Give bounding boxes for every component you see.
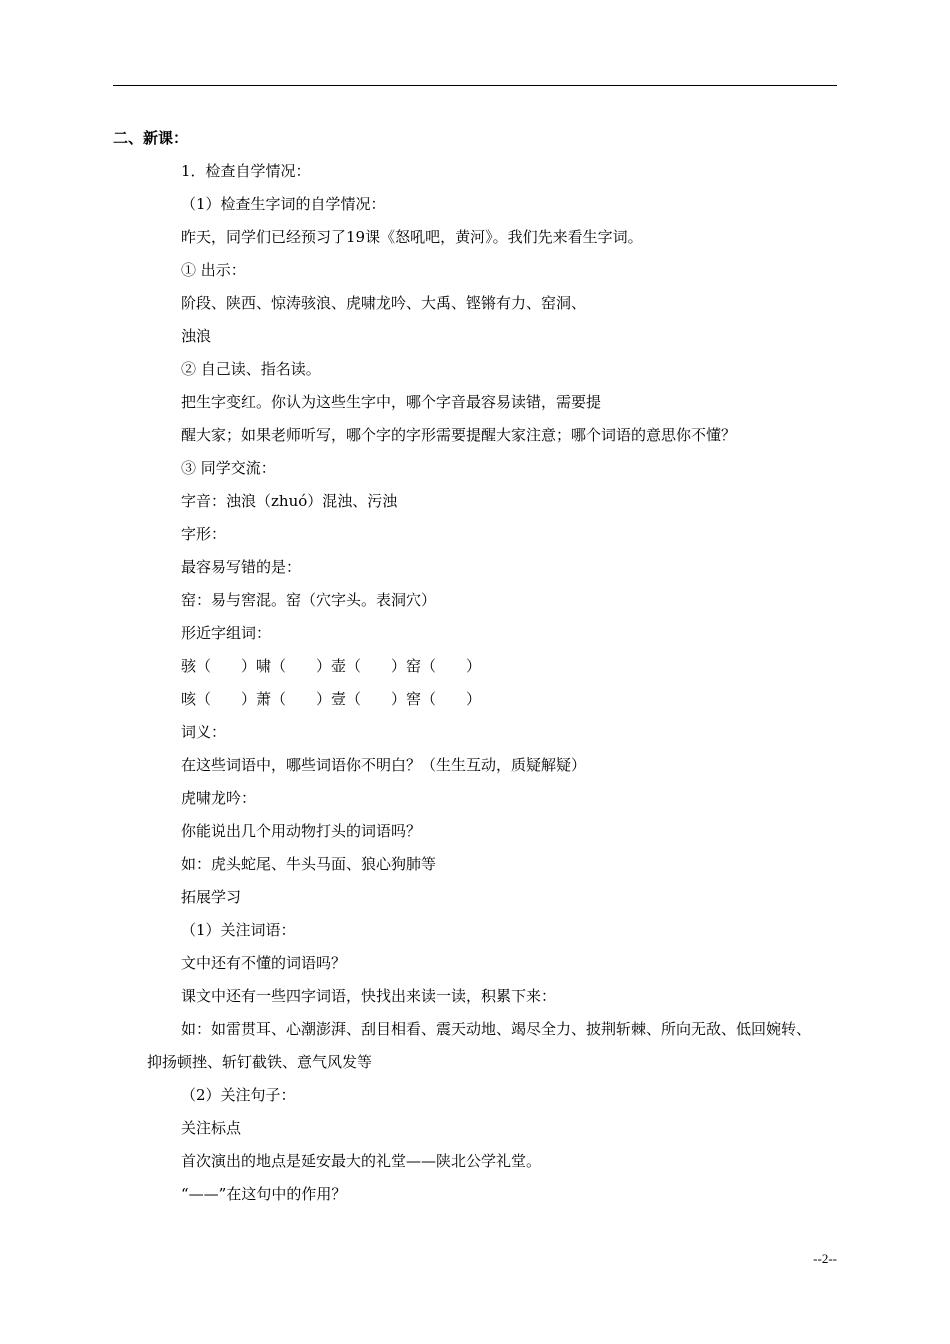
text-line: 在这些词语中，哪些词语你不明白？（生生互动，质疑解疑） <box>181 756 587 774</box>
text-line: （2）关注句子： <box>181 1086 296 1104</box>
text-line: 阶段、陕西、惊涛骇浪、虎啸龙吟、大禹、铿锵有力、窑洞、 <box>181 294 587 312</box>
text-line: 词义： <box>181 723 227 741</box>
text-line: ① 出示： <box>181 261 246 279</box>
text-line: 首次演出的地点是延安最大的礼堂——陕北公学礼堂。 <box>181 1152 542 1170</box>
text-line: ③ 同学交流： <box>181 459 276 477</box>
text-line: 虎啸龙吟： <box>181 789 257 807</box>
text-line: 如：如雷贯耳、心潮澎湃、刮目相看、震天动地、竭尽全力、披荆斩棘、所向无敌、低回婉转、 <box>181 1020 812 1038</box>
text-line: 字形： <box>181 525 227 543</box>
text-line: （1）关注词语： <box>181 921 296 939</box>
page-number: --2-- <box>813 1251 837 1266</box>
text-line: 把生字变红。你认为这些生字中，哪个字音最容易读错，需要提 <box>181 393 602 411</box>
text-line: 文中还有不懂的词语吗？ <box>181 954 347 972</box>
text-line: 形近字组词： <box>181 624 272 642</box>
text-line: 1．检查自学情况： <box>181 162 311 180</box>
text-line: （1）检查生字词的自学情况： <box>181 195 386 213</box>
header-rule <box>113 85 837 86</box>
text-line: “——”在这句中的作用？ <box>181 1185 347 1203</box>
word-group-row: 咳（ ）萧（ ）壹（ ）窖（ ） <box>181 690 482 708</box>
text-line: 昨天，同学们已经预习了19课《怒吼吧，黄河》。我们先来看生字词。 <box>181 228 643 246</box>
text-line: 字音：浊浪（zhuó）混浊、污浊 <box>181 492 398 510</box>
text-line: 关注标点 <box>181 1119 242 1137</box>
word-group-row: 骇（ ）啸（ ）壶（ ）窑（ ） <box>181 657 482 675</box>
text-line: 拓展学习 <box>181 888 242 906</box>
text-line: 抑扬顿挫、斩钉截铁、意气风发等 <box>147 1053 373 1071</box>
text-line: 如：虎头蛇尾、牛头马面、狼心狗肺等 <box>181 855 437 873</box>
text-line: 窑：易与窖混。窑（穴字头。表洞穴） <box>181 591 437 609</box>
text-line: ② 自己读、指名读。 <box>181 360 321 378</box>
text-line: 最容易写错的是： <box>181 558 302 576</box>
text-line: 醒大家；如果老师听写，哪个字的字形需要提醒大家注意；哪个词语的意思你不懂？ <box>181 426 737 444</box>
text-line: 浊浪 <box>181 327 212 345</box>
text-line: 课文中还有一些四字词语，快找出来读一读，积累下来： <box>181 987 557 1005</box>
section-heading: 二、新课： <box>113 129 189 147</box>
text-line: 你能说出几个用动物打头的词语吗？ <box>181 822 422 840</box>
